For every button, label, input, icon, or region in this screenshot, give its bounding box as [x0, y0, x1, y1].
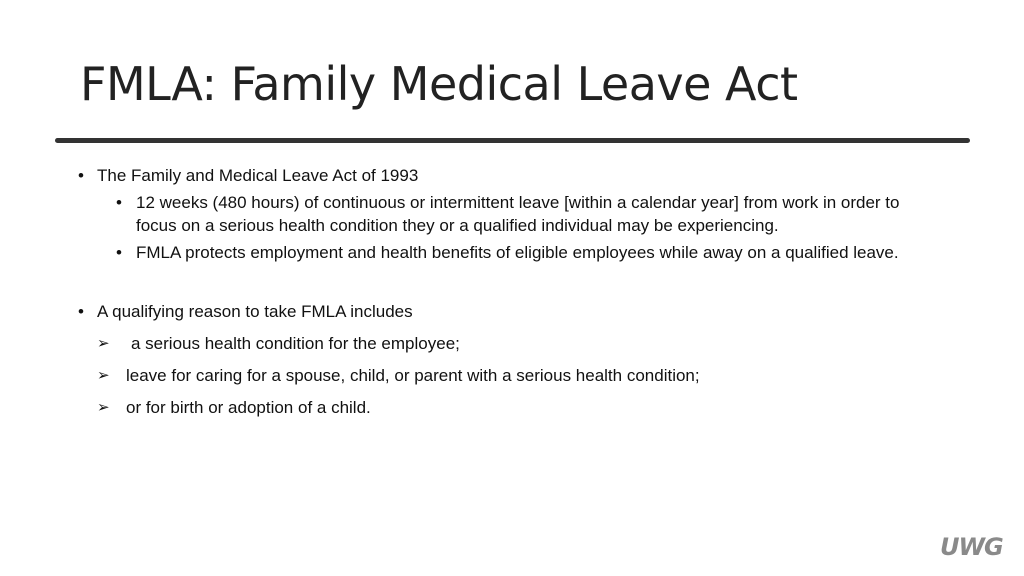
bullet-marker: •: [78, 166, 84, 185]
title-divider: [55, 138, 970, 143]
logo-text: UWG: [940, 533, 1003, 559]
arrow-bullet-icon: ➢: [97, 399, 110, 416]
spacer: [78, 268, 958, 300]
arrow-item-text: leave for caring for a spouse, child, or parent with a serious health condition;: [126, 366, 700, 385]
uwg-logo-icon: [940, 533, 1010, 559]
bullet-family-medical-leave-act: [78, 164, 958, 187]
bullet-text: A qualifying reason to take FMLA includes: [97, 302, 413, 321]
sub-bullet-12-weeks: [78, 191, 936, 237]
arrow-item-birth-adoption: [78, 396, 958, 419]
bullet-marker: •: [116, 243, 122, 262]
sub-bullet-text: 12 weeks (480 hours) of continuous or intermittent leave [within a calendar year] from work in order to focus on a serious health condition they or a qualified individual may be experiencing.: [136, 193, 900, 235]
sub-bullet-list: [78, 191, 958, 264]
arrow-item-caring-for-family: [78, 364, 958, 387]
sub-bullet-fmla-protects: [78, 241, 936, 264]
bullet-text: The Family and Medical Leave Act of 1993: [97, 166, 419, 185]
arrow-item-text: or for birth or adoption of a child.: [126, 398, 371, 417]
arrow-bullet-icon: ➢: [97, 367, 110, 384]
bullet-marker: •: [78, 302, 84, 321]
arrow-item-text: a serious health condition for the employee;: [131, 334, 460, 353]
slide-body: [78, 164, 958, 419]
arrow-item-employee-condition: [78, 332, 958, 355]
slide-title: FMLA: Family Medical Leave Act: [80, 57, 798, 111]
sub-bullet-text: FMLA protects employment and health benefits of eligible employees while away on a qualified leave.: [136, 243, 899, 262]
bullet-marker: •: [116, 193, 122, 212]
arrow-bullet-icon: ➢: [97, 335, 110, 352]
bullet-qualifying-reason: [78, 300, 958, 323]
